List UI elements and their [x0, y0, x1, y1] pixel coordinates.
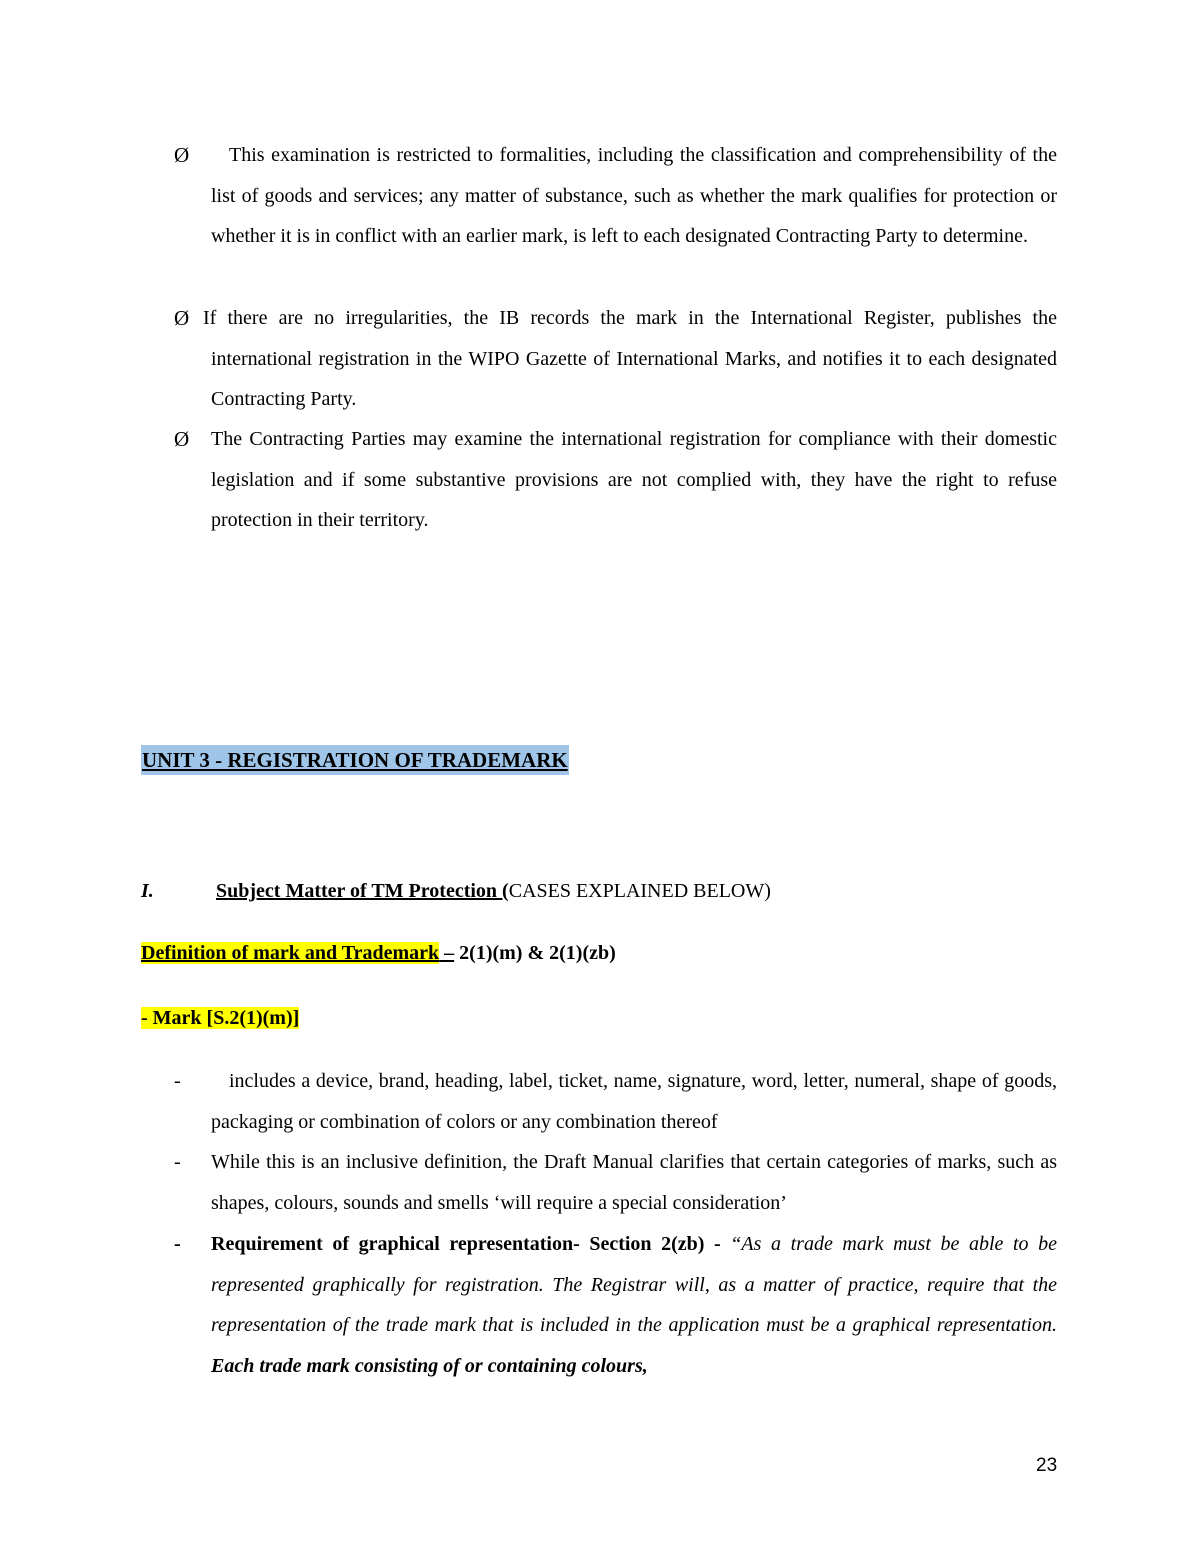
definition-heading	[141, 938, 616, 968]
unit-heading: UNIT 3 - REGISTRATION OF TRADEMARK	[141, 745, 569, 775]
subject-matter-heading	[141, 876, 771, 906]
bullet-text: If there are no irregularities, the IB records the mark in the International Register, publishes the international registration in the WIPO Gazette of International Marks, and notifies it to each designated Contracting Party.	[203, 307, 1057, 410]
definition-sections: 2(1)(m) & 2(1)(zb)	[454, 942, 616, 964]
bullet-symbol: Ø	[174, 143, 190, 167]
dash-symbol: -	[174, 1151, 181, 1173]
graphical-representation-text	[211, 1224, 1057, 1386]
page-number: 23	[1036, 1455, 1058, 1476]
dash-symbol: -	[174, 1233, 181, 1255]
definition-dash: –	[439, 942, 455, 964]
graphical-quote: “As a trade mark must be able to be represented graphically for registration. The Registrar will, as a matter of practice, require that the representation of the trade mark that is included in the application must be a graphical representation.	[211, 1233, 1057, 1336]
bullet-symbol: Ø	[174, 427, 190, 451]
subject-title: Subject Matter of TM Protection (	[216, 880, 509, 902]
mark-heading-text: - Mark [S.2(1)(m)]	[141, 1007, 300, 1029]
dash-text: While this is an inclusive definition, the Draft Manual clarifies that certain categories of marks, such as shapes, colours, sounds and smells ‘will require a special consideration’	[211, 1151, 1057, 1214]
roman-numeral: I.	[141, 880, 154, 902]
dash-symbol: -	[174, 1070, 181, 1092]
dash-text: includes a device, brand, heading, label, ticket, name, signature, word, letter, numeral, shape of goods, packaging or combination of colors or any combination thereof	[211, 1070, 1057, 1133]
graphical-heading: Requirement of graphical representation- Section 2(zb) -	[211, 1233, 731, 1255]
bullet-text: This examination is restricted to formalities, including the classification and comprehensibility of the list of goods and services; any matter of substance, such as whether the mark qualifies for protection or whether it is in conflict with an earlier mark, is left to each designated Contracting Party to determine.	[211, 144, 1057, 247]
definition-title: Definition of mark and Trademark	[141, 942, 440, 964]
mark-heading	[141, 1003, 299, 1033]
bullet-text: The Contracting Parties may examine the international registration for compliance with their domestic legislation and if some substantive provisions are not complied with, they have the right to refuse protection in their territory.	[211, 428, 1057, 531]
graphical-quote-emphasis: Each trade mark consisting of or containing colours,	[211, 1354, 648, 1377]
subject-note: CASES EXPLAINED BELOW)	[508, 880, 771, 902]
bullet-symbol: Ø	[174, 306, 190, 330]
